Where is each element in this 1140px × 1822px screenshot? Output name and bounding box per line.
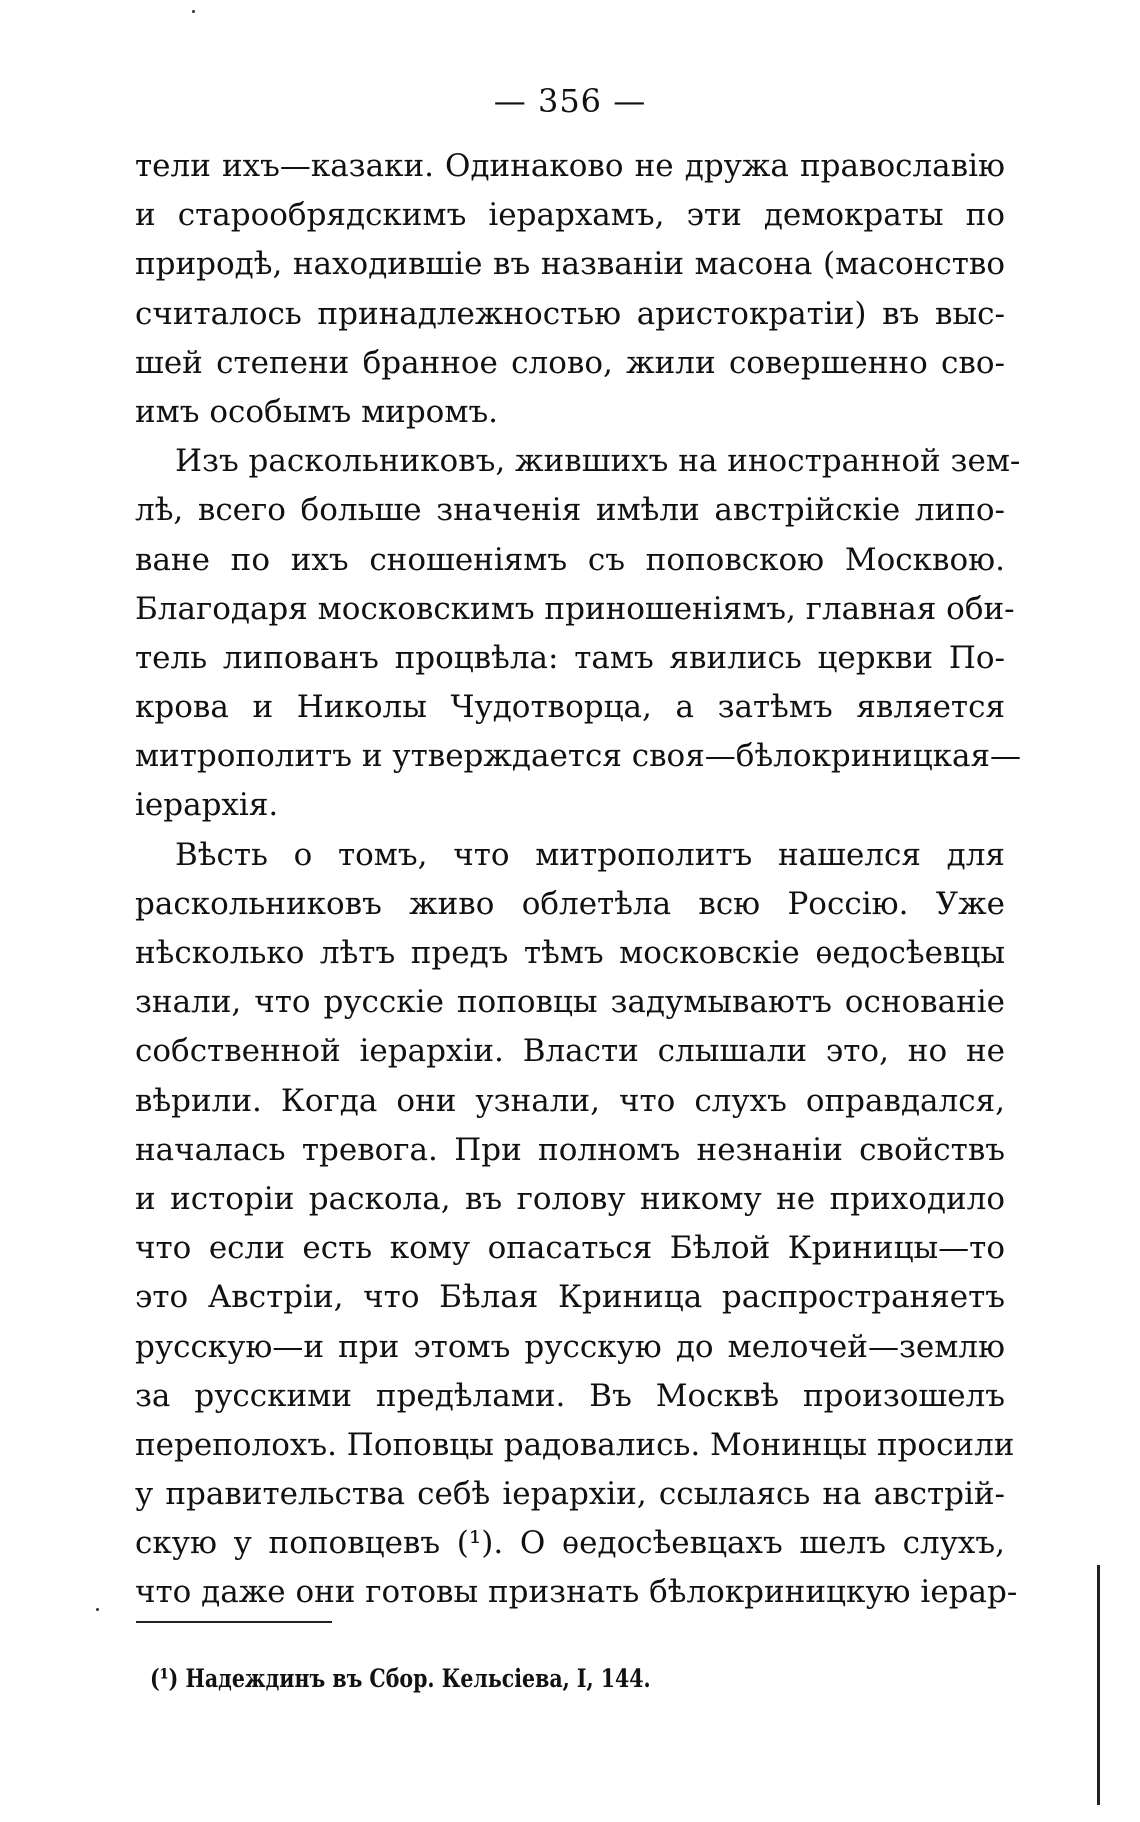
text-line: и старообрядскимъ іерархамъ, эти демократы по [135,197,1005,234]
text-line: что даже они готовы признать бѣлокриницкую іерар- [135,1574,1018,1611]
text-line: тель липованъ процвѣла: тамъ явились церкви По- [135,639,1005,676]
text-line: лѣ, всего больше значенія имѣли австрійскіе липо- [135,492,1005,529]
text-line: знали, что русскіе поповцы задумываютъ основаніе [135,984,1005,1021]
page-number: — 356 — [493,82,647,120]
text-line: переполохъ. Поповцы радовались. Монинцы просили [135,1426,1015,1463]
text-line: собственной іерархіи. Власти слышали это, но не [135,1033,1005,1070]
text-line: что если есть кому опасаться Бѣлой Криницы—то [135,1230,1005,1267]
text-line: за русскими предѣлами. Въ Москвѣ произошелъ [135,1377,1005,1414]
text-line: и исторіи раскола, въ голову никому не приходило [135,1180,1005,1217]
footnote-text: Надеждинъ въ Сбор. Кельсіева, I, 144. [185,1664,651,1693]
text-line: тели ихъ—казаки. Одинаково не дружа православію [135,148,1005,184]
text-line: крова и Николы Чудотворца, а затѣмъ является [135,689,1005,726]
scan-edge-line [1097,1565,1100,1805]
text-line: ване по ихъ сношеніямъ съ поповскою Москвою. [135,541,1005,578]
text-line: Благодаря московскимъ приношеніямъ, главная оби- [135,590,1015,627]
text-line: это Австріи, что Бѣлая Криница распространяетъ [135,1279,1005,1316]
paragraph-start-line: Изъ раскольниковъ, жившихъ на иностранной зем- [175,443,1021,480]
text-line: скую у поповцевъ (¹). О ѳедосѣевцахъ шелъ слухъ, [135,1525,1005,1562]
text-line: вѣрили. Когда они узнали, что слухъ оправдался, [135,1082,1005,1119]
text-line: имъ особымъ миромъ. [135,393,499,430]
footnote-mark: (¹) [150,1664,179,1693]
text-line: природѣ, находившіе въ названіи масона (масонство [135,246,1005,283]
text-line: митрополитъ и утверждается своя—бѣлокриницкая— [135,738,1022,775]
text-line: нѣсколько лѣтъ предъ тѣмъ московскіе ѳедосѣевцы [135,935,1005,971]
paragraph-start-line: Вѣсть о томъ, что митрополитъ нашелся для [175,836,1005,873]
text-line: считалось принадлежностью аристократіи) въ выс- [135,295,1005,332]
scan-speck [192,10,195,13]
text-line: началась тревога. При полномъ незнаніи свойствъ [135,1131,1005,1168]
footnote [150,1664,651,1693]
text-line: шей степени бранное слово, жили совершенно сво- [135,344,1005,381]
text-line: у правительства себѣ іерархіи, ссылаясь на австрій- [135,1476,1005,1513]
footnote-divider [136,1621,332,1623]
text-line: русскую—и при этомъ русскую до мелочей—землю [135,1328,1005,1365]
body-text [135,142,1022,1618]
text-line: іерархія. [135,787,279,824]
text-line: раскольниковъ живо облетѣла всю Россію. Уже [135,885,1005,922]
scan-speck [96,1608,99,1611]
